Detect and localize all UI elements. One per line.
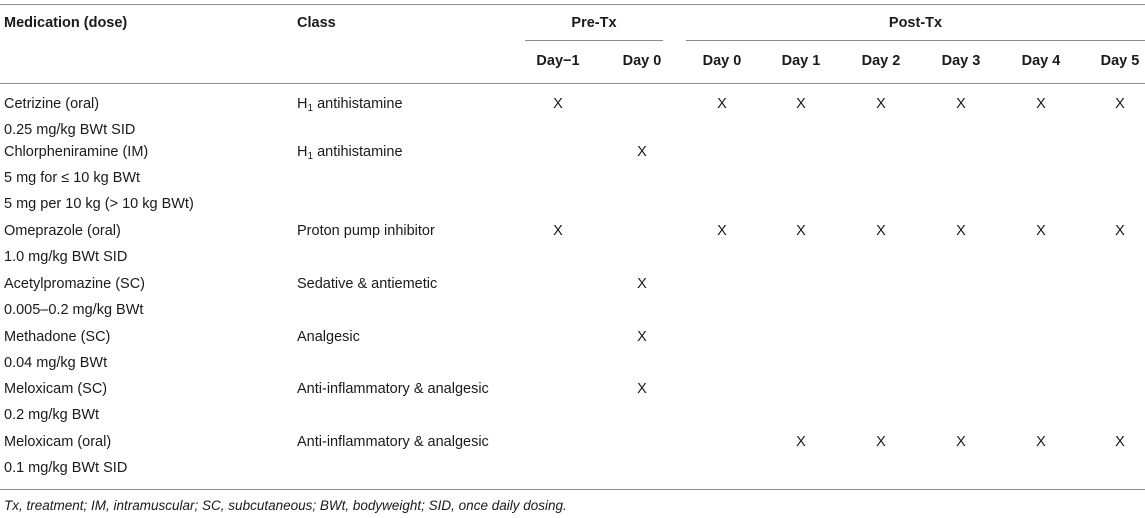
medication-line: 0.25 mg/kg BWt SID bbox=[4, 122, 136, 138]
dose-mark: X bbox=[796, 223, 806, 239]
drug-class-main: Anti-inflammatory & analgesic bbox=[297, 434, 489, 450]
medication-line: 5 mg for ≤ 10 kg BWt bbox=[4, 170, 141, 186]
dose-mark: X bbox=[1115, 434, 1125, 450]
header-class: Class bbox=[297, 15, 336, 31]
medication-line: Cetrizine (oral) bbox=[4, 96, 100, 112]
drug-class bbox=[297, 328, 360, 346]
dose-mark: X bbox=[876, 96, 886, 112]
drug-class bbox=[297, 95, 403, 113]
drug-class-main: Proton pump inhibitor bbox=[297, 223, 435, 239]
header-post-day-5: Day 5 bbox=[1100, 53, 1140, 69]
dose-mark: X bbox=[956, 223, 966, 239]
header-post-day-2: Day 2 bbox=[861, 53, 901, 69]
drug-class-main: H bbox=[297, 96, 308, 112]
drug-class bbox=[297, 275, 437, 293]
dose-mark: X bbox=[796, 434, 806, 450]
medication-line: 0.005–0.2 mg/kg BWt bbox=[4, 302, 144, 318]
drug-class-main: Analgesic bbox=[297, 329, 360, 345]
medication-line: 0.1 mg/kg BWt SID bbox=[4, 460, 128, 476]
dose-mark: X bbox=[637, 381, 647, 397]
dose-mark: X bbox=[1115, 96, 1125, 112]
dose-mark: X bbox=[637, 329, 647, 345]
dose-mark: X bbox=[717, 96, 727, 112]
header-pre-tx: Pre-Tx bbox=[571, 15, 617, 31]
dose-mark: X bbox=[956, 96, 966, 112]
top-rule bbox=[0, 4, 1145, 5]
post-tx-rule bbox=[686, 40, 1145, 41]
dose-mark: X bbox=[1036, 434, 1046, 450]
header-post-day-4: Day 4 bbox=[1021, 53, 1061, 69]
medication-line: Methadone (SC) bbox=[4, 329, 111, 345]
drug-class bbox=[297, 380, 489, 398]
dose-mark: X bbox=[553, 223, 563, 239]
medication-line: Chlorpheniramine (IM) bbox=[4, 144, 149, 160]
dose-mark: X bbox=[956, 434, 966, 450]
header-post-day-3: Day 3 bbox=[941, 53, 981, 69]
drug-class-rest: antihistamine bbox=[313, 96, 403, 112]
medication-line: Acetylpromazine (SC) bbox=[4, 276, 146, 292]
drug-class-rest: antihistamine bbox=[313, 144, 403, 160]
medication-line: 5 mg per 10 kg (> 10 kg BWt) bbox=[4, 196, 194, 212]
medication-line: Meloxicam (SC) bbox=[4, 381, 108, 397]
drug-class bbox=[297, 433, 489, 451]
medication-line: Omeprazole (oral) bbox=[4, 223, 121, 239]
drug-class-main: H bbox=[297, 144, 308, 160]
drug-class bbox=[297, 143, 403, 161]
header-pre-day-1: Day 0 bbox=[622, 53, 662, 69]
drug-class-main: Anti-inflammatory & analgesic bbox=[297, 381, 489, 397]
header-post-tx: Post-Tx bbox=[888, 15, 943, 31]
medication-line: 1.0 mg/kg BWt SID bbox=[4, 249, 128, 265]
table-bottom-rule bbox=[0, 489, 1145, 490]
drug-class-subscript: 1 bbox=[307, 103, 314, 114]
header-post-day-1: Day 1 bbox=[781, 53, 821, 69]
header-bottom-rule bbox=[0, 83, 1145, 84]
dose-mark: X bbox=[553, 96, 563, 112]
drug-class-subscript: 1 bbox=[307, 151, 314, 162]
table-footnote: Tx, treatment; IM, intramuscular; SC, subcutaneous; BWt, bodyweight; SID, once daily dosing. bbox=[4, 498, 567, 513]
dose-mark: X bbox=[796, 96, 806, 112]
medication-line: 0.04 mg/kg BWt bbox=[4, 355, 108, 371]
medication-line: 0.2 mg/kg BWt bbox=[4, 407, 100, 423]
header-pre-day-0: Day−1 bbox=[536, 53, 580, 69]
header-post-day-0: Day 0 bbox=[702, 53, 742, 69]
dose-mark: X bbox=[1115, 223, 1125, 239]
dose-mark: X bbox=[1036, 223, 1046, 239]
medication-line: Meloxicam (oral) bbox=[4, 434, 112, 450]
dose-mark: X bbox=[876, 223, 886, 239]
dose-mark: X bbox=[637, 144, 647, 160]
dose-mark: X bbox=[876, 434, 886, 450]
drug-class bbox=[297, 222, 435, 240]
dose-mark: X bbox=[717, 223, 727, 239]
drug-class-main: Sedative & antiemetic bbox=[297, 276, 438, 292]
pre-tx-rule bbox=[525, 40, 663, 41]
header-medication: Medication (dose) bbox=[4, 15, 128, 31]
dose-mark: X bbox=[1036, 96, 1046, 112]
dose-mark: X bbox=[637, 276, 647, 292]
